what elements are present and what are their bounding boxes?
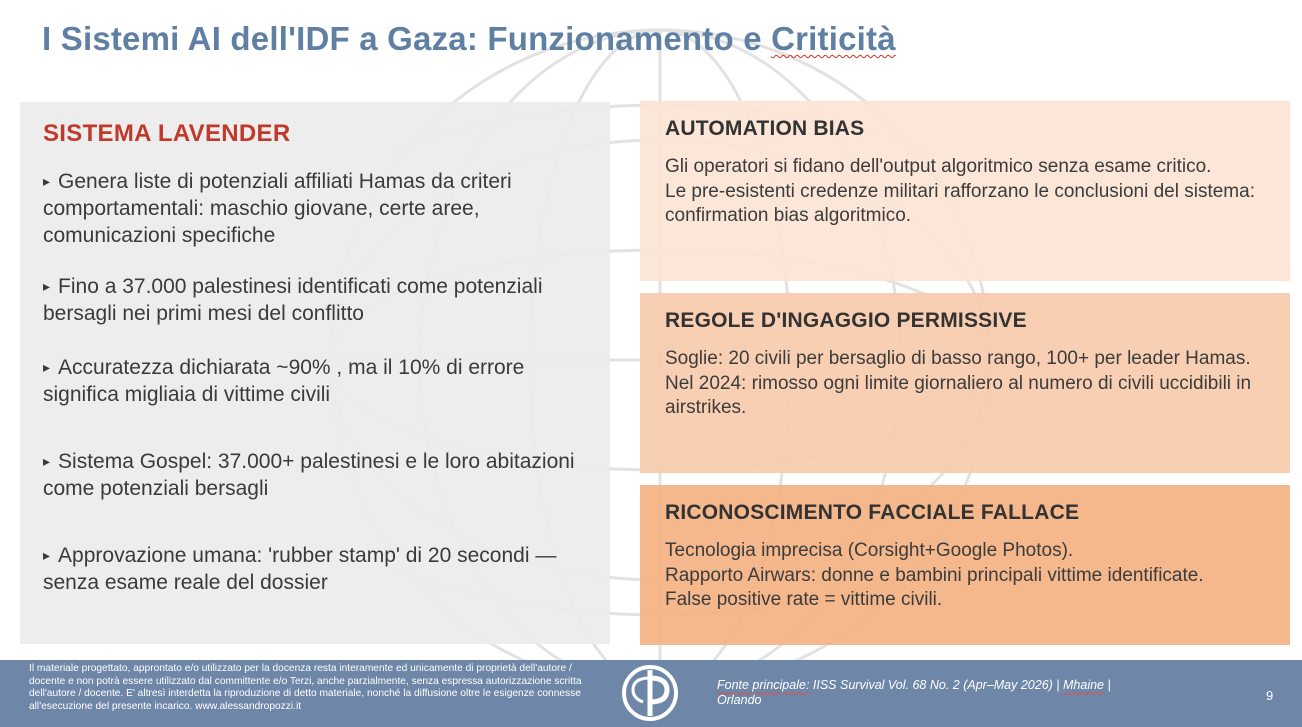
rules-of-engagement-card [640,293,1290,473]
copyright-disclaimer: Il materiale progettato, approntato e/o utilizzato per la docenza resta interamente ed unicamente di proprietà dell'autore / docente e non potrà essere utilizzato dal committente e/o Terzi, anche parzialmente, senza espressa autorizzazione scritta dell'autore / docente. E' altresì interdetta la riproduzione di detto materiale, nonché la diffusione oltre le esigenze connesse all'esecuzione del presente incarico. www.alessandropozzi.it [29,663,582,712]
bullet-arrow-icon: ▸ [43,278,51,294]
lavender-panel [20,102,610,644]
card-title: RICONOSCIMENTO FACCIALE FALLACE [665,501,1080,524]
card-text: Rapporto Airwars: donne e bambini principali vittime identificate. [665,564,1204,586]
card-title: REGOLE D'INGAGGIO PERMISSIVE [665,309,1027,332]
list-item: ▸ Approvazione umana: 'rubber stamp' di 20 secondi — senza esame reale del dossier [43,544,557,594]
page-number: 9 [1266,688,1274,703]
lavender-heading: SISTEMA LAVENDER [43,120,291,147]
list-item: ▸ Accuratezza dichiarata ~90% , ma il 10% di errore significa migliaia di vittime civili [43,356,525,406]
card-text: Soglie: 20 civili per bersaglio di basso rango, 100+ per leader Hamas. [665,348,1251,369]
card-text: Nel 2024: rimosso ogni limite giornaliero al numero di civili uccidibili in airstrikes. [665,372,1252,418]
bullet-arrow-icon: ▸ [43,173,51,189]
bullet-arrow-icon: ▸ [43,359,51,375]
card-text: Gli operatori si fidano dell'output algoritmico senza esame critico. [665,156,1212,177]
automation-bias-card [640,101,1290,281]
author-logo-icon [621,664,679,722]
footer-bar [0,660,1302,727]
bullet-arrow-icon: ▸ [43,547,51,563]
list-item: ▸ Genera liste di potenziali affiliati Hamas da criteri comportamentali: maschio giovane, certe aree, comunicazioni specifiche [43,170,512,247]
card-text: False positive rate = vittime civili. [665,589,943,610]
card-text: Tecnologia imprecisa (Corsight+Google Photos). [665,540,1074,561]
card-text: Le pre-esistenti credenze militari rafforzano le conclusioni del sistema: confirmation bias algoritmico. [665,180,1255,226]
source-citation: Fonte principale: IISS Survival Vol. 68 No. 2 (Apr–May 2026) | Mhaine | Orlando [717,678,1111,707]
page-title: I Sistemi AI dell'IDF a Gaza: Funzionamento e Criticità [42,20,896,57]
list-item: ▸ Fino a 37.000 palestinesi identificati come potenziali bersagli nei primi mesi del conflitto [43,275,543,325]
list-item: ▸ Sistema Gospel: 37.000+ palestinesi e le loro abitazioni come potenziali bersagli [43,450,575,500]
bullet-arrow-icon: ▸ [43,453,51,469]
card-title: AUTOMATION BIAS [665,117,865,140]
facial-recognition-card [640,485,1290,645]
